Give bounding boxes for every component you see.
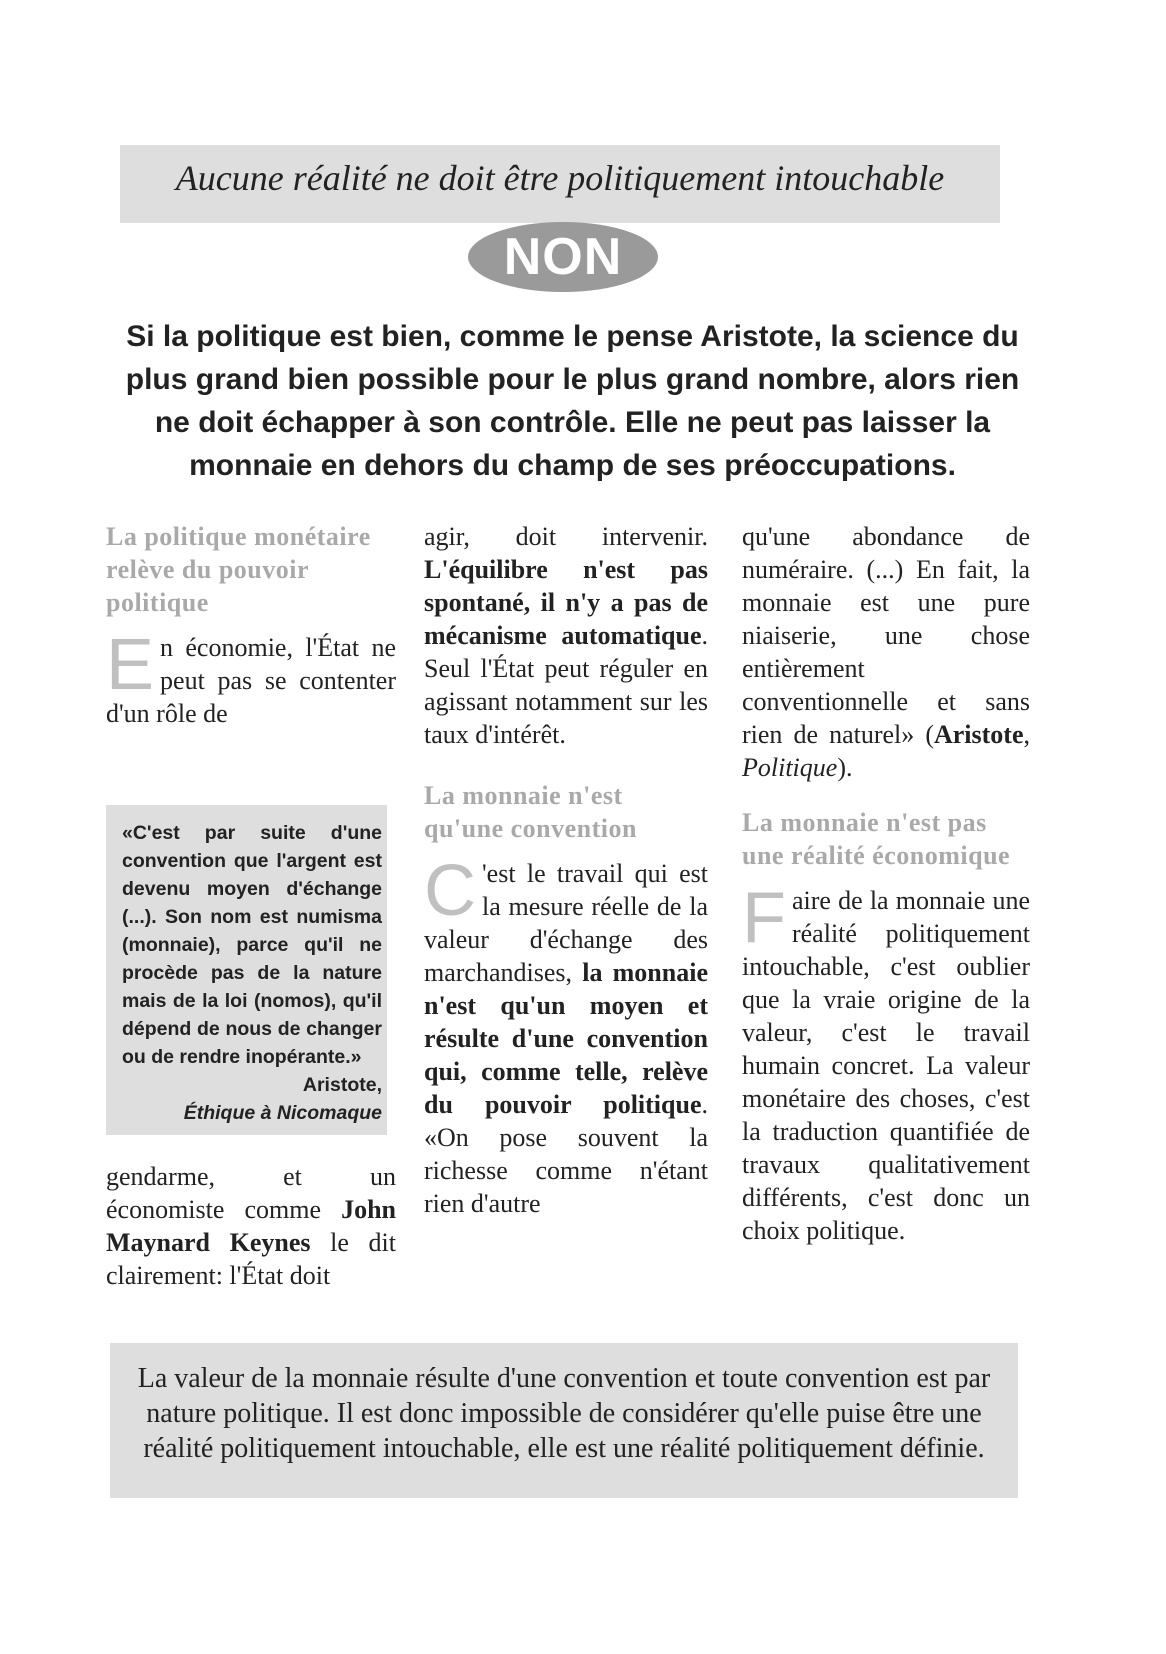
- col2-text-a1: agir, doit intervenir.: [424, 522, 708, 551]
- aristotle-quote-box: [106, 805, 387, 1135]
- keynes-name: John Maynard Keynes: [106, 1195, 396, 1257]
- dropcap-f: F: [742, 878, 786, 958]
- column-1: [106, 520, 396, 730]
- aristote-name: Aristote: [933, 720, 1024, 749]
- col2-text-a2: . Seul l'État peut réguler en agissant notamment sur les taux d'intérêt.: [424, 621, 708, 749]
- conclusion-box: [110, 1343, 1018, 1498]
- non-badge: [468, 222, 658, 292]
- quote-work: Éthique à Nicomaque: [183, 1102, 382, 1124]
- conclusion-text: La valeur de la monnaie résulte d'une convention et toute convention est par nature politique. Il est donc impossible de considérer qu'elle puise être une réalité politiquement intouchable, elle est une réalité politiquement définie.: [137, 1363, 991, 1464]
- col2-text-b1: 'est le travail qui est la mesure réelle de la valeur d'échange des marchandises,: [424, 859, 708, 987]
- quote-author: Aristote,: [302, 1074, 382, 1096]
- column-2: [424, 520, 708, 1220]
- title-banner: [120, 145, 1000, 223]
- col3-text-a1: qu'une abondance de numéraire. (...) En fait, la monnaie est une pure niaiserie, une chose entièrement conventionnelle et sans rien de naturel» (: [742, 522, 1030, 749]
- col3-sep: ,: [1023, 720, 1030, 749]
- col3-text-b: aire de la monnaie une réalité politiquement intouchable, c'est oublier que la vraie origine de la valeur, c'est le travail humain concret. La valeur monétaire des choses, c'est la traduction quantifiée de travaux qualitativement différents, c'est donc un choix politique.: [742, 886, 1030, 1245]
- badge-label: NON: [503, 228, 623, 286]
- dropcap-e: E: [106, 625, 155, 705]
- quote-text: «C'est par suite d'une convention que l'argent est devenu moyen d'échange (...). Son nom est numisma (monnaie), parce qu'il ne procède pas de la nature mais de la loi (nomos), qu'il dépend de nous de changer ou de rendre inopérante.»: [122, 822, 382, 1068]
- politique-title: Politique: [742, 753, 838, 782]
- col2-text-b2: . «On pose souvent la richesse comme n'étant rien d'autre: [424, 1090, 708, 1218]
- col1-text-b1: gendarme, et un économiste comme: [106, 1162, 396, 1224]
- col2-paragraph-a: [424, 520, 708, 751]
- column-1-continued: [106, 1160, 396, 1292]
- col3-paragraph-a: [742, 520, 1030, 784]
- quote-body: [122, 819, 382, 1127]
- col1-paragraph-b: [106, 1160, 396, 1292]
- dropcap-c: C: [424, 851, 476, 931]
- col3-text-a2: ).: [837, 753, 853, 782]
- col1-text-b2: le dit clairement: l'État doit: [106, 1228, 396, 1290]
- subhead-realite-economique: La monnaie n'est pas une réalité économique: [742, 808, 1011, 870]
- lead-paragraph: Si la politique est bien, comme le pense Aristote, la science du plus grand bien possible pour le plus grand nombre, alors rien ne doit échapper à son contrôle. Elle ne peut pas laisser la monnaie en dehors du champ de ses préoccupations.: [125, 320, 1020, 482]
- page-title: Aucune réalité ne doit être politiquement intouchable: [175, 158, 945, 198]
- col2-bold-a: L'équilibre n'est pas spontané, il n'y a pas de mécanisme automatique: [424, 555, 708, 650]
- col1-paragraph-a: [106, 625, 396, 730]
- col3-paragraph-b: [742, 878, 1030, 1247]
- col2-bold-b: la monnaie n'est qu'un moyen et résulte d'une convention qui, comme telle, relève du pouvoir politique: [424, 958, 708, 1119]
- col2-paragraph-b: [424, 851, 708, 1220]
- column-3: [742, 520, 1030, 1247]
- col1-text-a: n économie, l'État ne peut pas se contenter d'un rôle de: [106, 633, 396, 728]
- subhead-convention: La monnaie n'est qu'une convention: [424, 781, 637, 843]
- subhead-politique-monetaire: La politique monétaire relève du pouvoir politique: [106, 522, 371, 617]
